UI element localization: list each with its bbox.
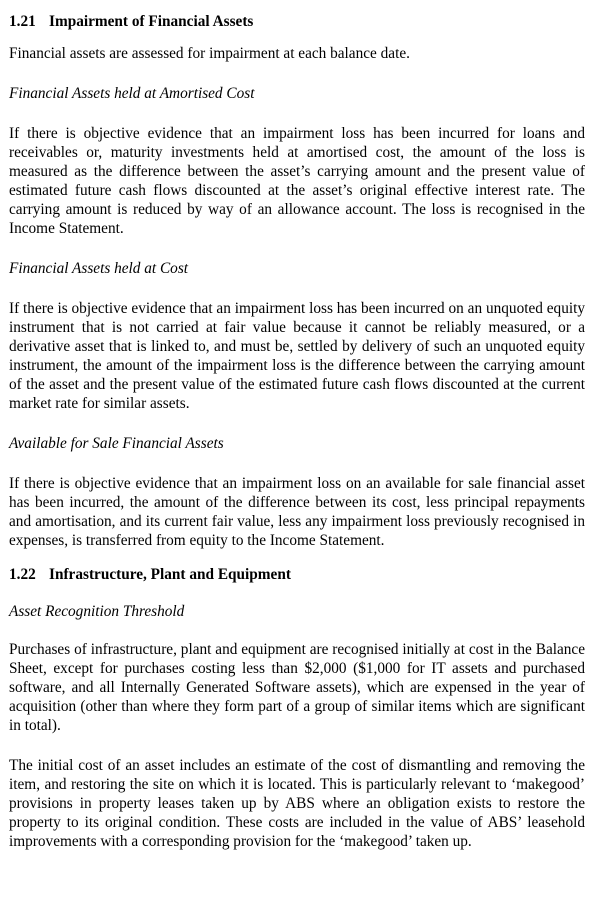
paragraph-asset-recognition-1: Purchases of infrastructure, plant and equipment are recognised initially at cost in the Balance Sheet, except for purchases costing less than $2,000 ($1,000 for IT assets and purchased software, and all Internally Generated Software assets), which are expensed in the year of acquisition (other than where they form part of a group of similar items which are significant in total). [9,641,585,734]
paragraph-held-at-cost: If there is objective evidence that an impairment loss has been incurred on an unquoted equity instrument that is not carried at fair value because it cannot be reliably measured, or a derivative asset that is linked to, and must be, settled by delivery of such an unquoted equity instrument, the amount of the impairment loss is the difference between the carrying amount of the asset and the present value of the estimated future cash flows discounted at the current market rate for similar assets. [9,300,585,412]
section-number: 1.21 [9,13,36,30]
section-heading-1-21 [9,12,585,31]
section-number: 1.22 [9,566,36,583]
section-heading-1-22 [9,565,585,584]
paragraph-impairment-intro: Financial assets are assessed for impairment at each balance date. [9,45,410,62]
subsection-heading-available-for-sale: Available for Sale Financial Assets [9,435,224,452]
subsection-heading-asset-recognition: Asset Recognition Threshold [9,603,185,620]
paragraph-asset-recognition-2: The initial cost of an asset includes an estimate of the cost of dismantling and removing the item, and restoring the site on which it is located. This is particularly relevant to ‘makegood’ provisions in property leases taken up by ABS where an obligation exists to restore the property to its original condition. These costs are included in the value of ABS’ leasehold improvements with a corresponding provision for the ‘makegood’ taken up. [9,757,585,850]
subsection-heading-held-at-cost: Financial Assets held at Cost [9,260,189,277]
paragraph-available-for-sale: If there is objective evidence that an impairment loss on an available for sale financial asset has been incurred, the amount of the difference between its cost, less principal repayments and amortisation, and its current fair value, less any impairment loss previously recognised in expenses, is transferred from equity to the Income Statement. [9,475,585,549]
paragraph-amortised-cost: If there is objective evidence that an impairment loss has been incurred for loans and receivables or, maturity investments held at amortised cost, the amount of the loss is measured as the difference between the asset’s carrying amount and the present value of estimated future cash flows discounted at the asset’s original effective interest rate. The carrying amount is reduced by way of an allowance account. The loss is recognised in the Income Statement. [9,125,585,237]
section-title: Impairment of Financial Assets [49,13,254,30]
subsection-heading-amortised-cost: Financial Assets held at Amortised Cost [9,85,255,102]
section-title: Infrastructure, Plant and Equipment [49,566,291,583]
